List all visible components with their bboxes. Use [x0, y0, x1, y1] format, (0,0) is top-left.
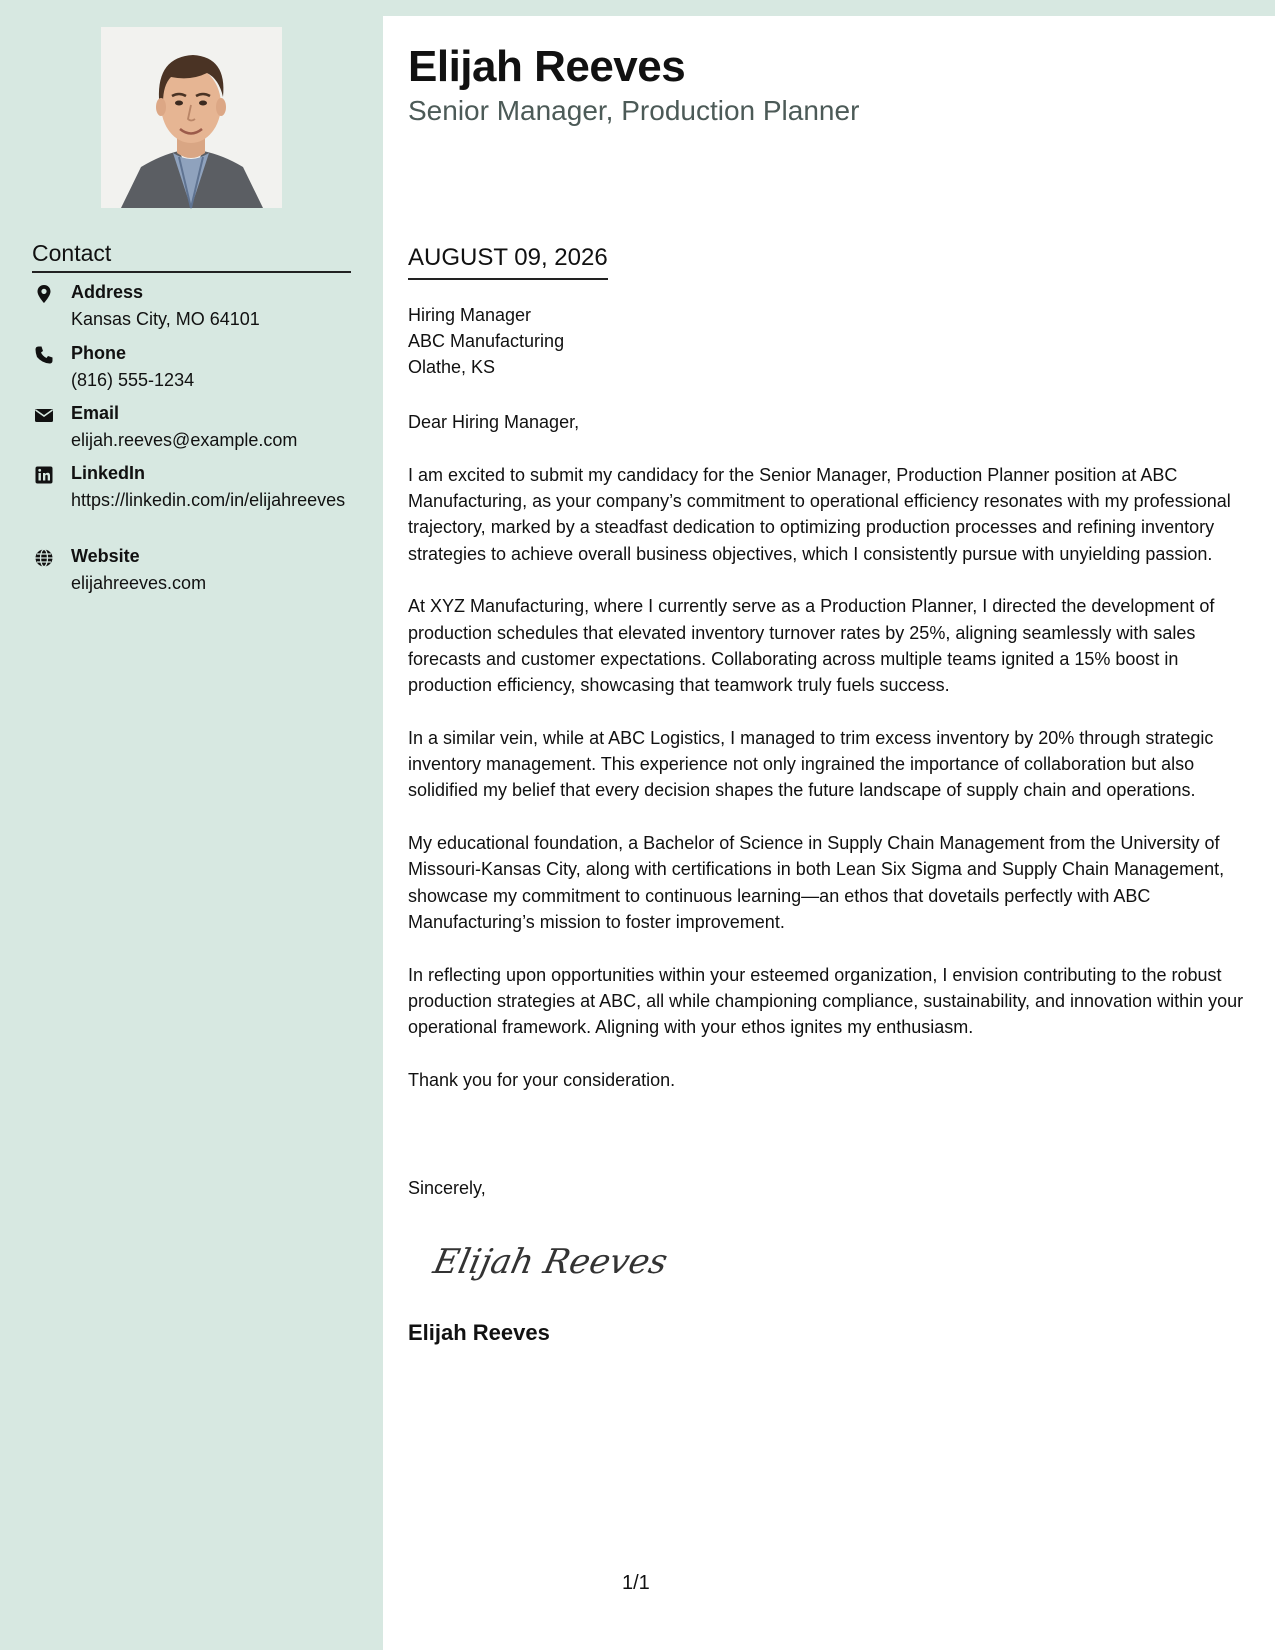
applicant-name: Elijah Reeves [408, 42, 686, 91]
recipient-company: ABC Manufacturing [408, 331, 565, 351]
letter-date: AUGUST 09, 2026 [408, 244, 608, 280]
salutation: Dear Hiring Manager, [408, 412, 580, 432]
body-paragraph: My educational foundation, a Bachelor of Science in Supply Chain Management from the University of Missouri-Kansas City, along with certifications in both Lean Six Sigma and Supply Chain Management, showcase my commitment to continuous learning—an ethos that dovetails perfectly with ABC Manufacturing’s mission to foster improvement. [408, 833, 1225, 933]
address-value: Kansas City, MO 64101 [71, 309, 260, 329]
contact-label: LinkedIn [71, 463, 146, 483]
body-paragraph: In a similar vein, while at ABC Logistics, I managed to trim excess inventory by 20% through strategic inventory management. This experience not only ingrained the importance of collaboration but also solidified my belief that every decision shapes the future landscape of supply chain and operations. [408, 727, 1214, 801]
contact-label: Website [71, 546, 140, 566]
recipient-name: Hiring Manager [408, 305, 532, 325]
contact-heading: Contact [32, 240, 351, 273]
website-value[interactable]: elijahreeves.com [71, 573, 207, 593]
avatar [101, 27, 282, 208]
linkedin-value[interactable]: https://linkedin.com/in/elijahreeves [71, 490, 346, 510]
closing: Sincerely, [408, 1178, 486, 1198]
email-value[interactable]: elijah.reeves@example.com [71, 430, 298, 450]
contact-label: Address [71, 282, 144, 302]
signer-name: Elijah Reeves [408, 1320, 550, 1345]
phone-icon [34, 345, 54, 365]
body-paragraph: At XYZ Manufacturing, where I currently serve as a Production Planner, I directed the development of production schedules that elevated inventory turnover rates by 25%, aligning seamlessly with sales forecasts and customer expectations. Collaborating across multiple teams ignited a 15% boost in production efficiency, showcasing that teamwork truly fuels success. [408, 596, 1215, 696]
contact-label: Phone [71, 343, 127, 363]
page-number: 1/1 [622, 1572, 650, 1594]
location-pin-icon [34, 284, 54, 304]
sidebar [0, 0, 383, 1650]
recipient-location: Olathe, KS [408, 357, 496, 377]
globe-icon [34, 548, 54, 568]
body-paragraph: In reflecting upon opportunities within your esteemed organization, I envision contributing to the robust production strategies at ABC, all while championing compliance, sustainability, and innovation within your operational framework. Aligning with your ethos ignites my enthusiasm. [408, 964, 1244, 1038]
applicant-title: Senior Manager, Production Planner [408, 95, 860, 126]
signature-text: Elijah Reeves [429, 1242, 671, 1282]
phone-value: (816) 555-1234 [71, 370, 195, 390]
body-paragraph: I am excited to submit my candidacy for the Senior Manager, Production Planner position at ABC Manufacturing, as your company’s commitment to operational efficiency resonates with my professional trajectory, marked by a steadfast dedication to optimizing production processes and refining inventory strategies to achieve overall business objectives, which I consistently pursue with unyielding passion. [408, 464, 1231, 564]
linkedin-icon [34, 465, 54, 485]
thank-you-line: Thank you for your consideration. [408, 1069, 676, 1090]
contact-label: Email [71, 403, 120, 423]
handwritten-signature [429, 1225, 671, 1295]
envelope-icon [34, 405, 54, 425]
recipient-block [408, 302, 564, 380]
letter-body [408, 409, 1253, 1120]
